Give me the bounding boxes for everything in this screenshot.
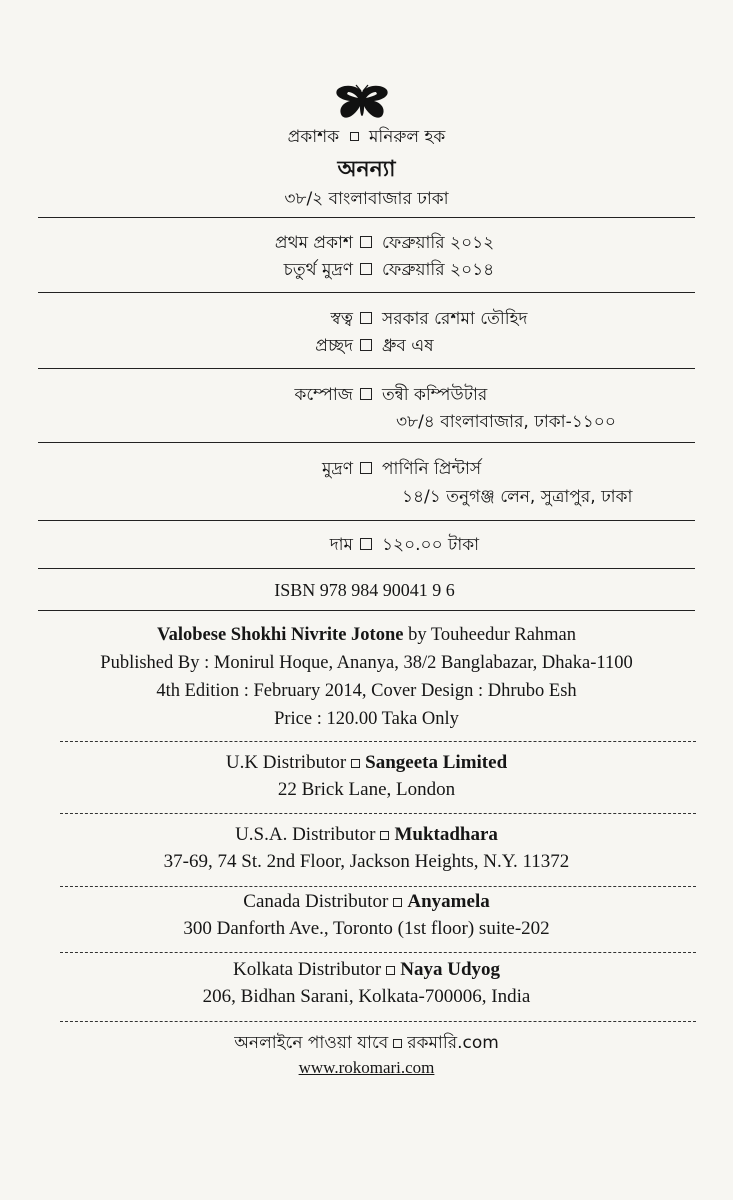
box-bullet-icon bbox=[360, 462, 372, 474]
price-info: Price : 120.00 Taka Only bbox=[274, 709, 459, 729]
publisher-line bbox=[0, 124, 733, 152]
publisher-address: ৩৮/২ বাংলাবাজার ঢাকা bbox=[284, 189, 449, 209]
published-by: Published By : Monirul Hoque, Ananya, 38/2 Banglabazar, Dhaka-1100 bbox=[100, 653, 633, 673]
box-bullet-icon bbox=[393, 1039, 402, 1048]
box-bullet-icon bbox=[386, 966, 395, 975]
website-link[interactable]: www.rokomari.com bbox=[298, 1058, 435, 1077]
distributor-usa bbox=[0, 824, 733, 846]
author-line: by Touheedur Rahman bbox=[403, 625, 577, 645]
credit-copyright bbox=[0, 306, 733, 332]
credit-price bbox=[0, 532, 733, 558]
distributor-label: U.K Distributor bbox=[225, 752, 347, 773]
divider bbox=[38, 442, 695, 443]
distributor-canada-address: 300 Danforth Ave., Toronto (1st floor) suite-202 bbox=[183, 918, 550, 939]
distributor-label: Kolkata Distributor bbox=[232, 959, 382, 980]
credit-compose-address bbox=[0, 409, 733, 435]
online-availability bbox=[0, 1030, 733, 1058]
box-bullet-icon bbox=[350, 132, 359, 141]
credit-label: স্বত্ব bbox=[330, 309, 353, 329]
dashed-divider bbox=[60, 886, 696, 887]
butterfly-logo-icon bbox=[334, 84, 390, 122]
divider bbox=[38, 217, 695, 218]
credit-value: ধ্রুব এষ bbox=[382, 336, 434, 356]
isbn: ISBN 978 984 90041 9 6 bbox=[274, 580, 455, 600]
divider bbox=[38, 568, 695, 569]
publishing-house: অনন্যা bbox=[337, 157, 396, 182]
distributor-uk bbox=[0, 752, 733, 774]
credit-value: ফেব্রুয়ারি ২০১৪ bbox=[382, 260, 495, 280]
credit-label: চতুর্থ মুদ্রণ bbox=[283, 260, 353, 280]
box-bullet-icon bbox=[393, 898, 402, 907]
online-label: অনলাইনে পাওয়া যাবে bbox=[234, 1033, 389, 1053]
dashed-divider bbox=[60, 813, 696, 814]
credit-value: ফেব্রুয়ারি ২০১২ bbox=[382, 233, 495, 253]
box-bullet-icon bbox=[360, 236, 372, 248]
publisher-name: মনিরুল হক bbox=[368, 127, 446, 147]
credit-compose bbox=[0, 382, 733, 408]
distributor-label: U.S.A. Distributor bbox=[235, 824, 376, 845]
credit-label: প্রচ্ছদ bbox=[315, 336, 353, 356]
credit-label: দাম bbox=[329, 535, 353, 555]
distributor-kolkata bbox=[0, 959, 733, 981]
credit-cover bbox=[0, 333, 733, 359]
dashed-divider bbox=[60, 741, 696, 742]
dashed-divider bbox=[60, 1021, 696, 1022]
box-bullet-icon bbox=[380, 831, 389, 840]
credit-fourth-print bbox=[0, 257, 733, 283]
credit-sub: ১৪/১ তনুগঞ্জ লেন, সুত্রাপুর, ঢাকা bbox=[402, 487, 633, 507]
divider bbox=[38, 520, 695, 521]
credit-first-edition bbox=[0, 230, 733, 256]
credit-printer bbox=[0, 456, 733, 482]
book-title: Valobese Shokhi Nivrite Jotone bbox=[156, 625, 404, 645]
distributor-uk-address: 22 Brick Lane, London bbox=[277, 779, 456, 800]
divider bbox=[38, 610, 695, 611]
divider bbox=[38, 368, 695, 369]
credit-value: ১২০.০০ টাকা bbox=[382, 535, 480, 555]
credit-sub: ৩৮/৪ বাংলাবাজার, ঢাকা-১১০০ bbox=[396, 412, 616, 432]
credit-label: কম্পোজ bbox=[294, 385, 353, 405]
divider bbox=[38, 292, 695, 293]
box-bullet-icon bbox=[351, 759, 360, 768]
credit-value: সরকার রেশমা তৌহিদ bbox=[382, 309, 528, 329]
dashed-divider bbox=[60, 952, 696, 953]
distributor-kolkata-address: 206, Bidhan Sarani, Kolkata-700006, India bbox=[202, 986, 531, 1007]
box-bullet-icon bbox=[360, 312, 372, 324]
credit-label: মুদ্রণ bbox=[321, 459, 353, 479]
credit-value: তন্বী কম্পিউটার bbox=[382, 385, 488, 405]
credit-printer-address bbox=[0, 484, 733, 510]
box-bullet-icon bbox=[360, 263, 372, 275]
online-site: রকমারি.com bbox=[407, 1033, 499, 1053]
distributor-name: Naya Udyog bbox=[400, 959, 501, 980]
credit-value: পাণিনি প্রিন্টার্স bbox=[382, 459, 482, 479]
distributor-name: Anyamela bbox=[407, 891, 490, 912]
box-bullet-icon bbox=[360, 538, 372, 550]
distributor-label: Canada Distributor bbox=[243, 891, 389, 912]
publisher-label: প্রকাশক bbox=[287, 127, 340, 147]
edition-info: 4th Edition : February 2014, Cover Design : Dhrubo Esh bbox=[156, 681, 577, 701]
credit-label: প্রথম প্রকাশ bbox=[274, 233, 353, 253]
distributor-usa-address: 37-69, 74 St. 2nd Floor, Jackson Heights, N.Y. 11372 bbox=[163, 851, 570, 872]
distributor-canada bbox=[0, 891, 733, 913]
website-url bbox=[0, 1058, 733, 1078]
distributor-name: Muktadhara bbox=[394, 824, 498, 845]
box-bullet-icon bbox=[360, 339, 372, 351]
english-title-line bbox=[0, 625, 733, 646]
box-bullet-icon bbox=[360, 388, 372, 400]
distributor-name: Sangeeta Limited bbox=[365, 752, 508, 773]
